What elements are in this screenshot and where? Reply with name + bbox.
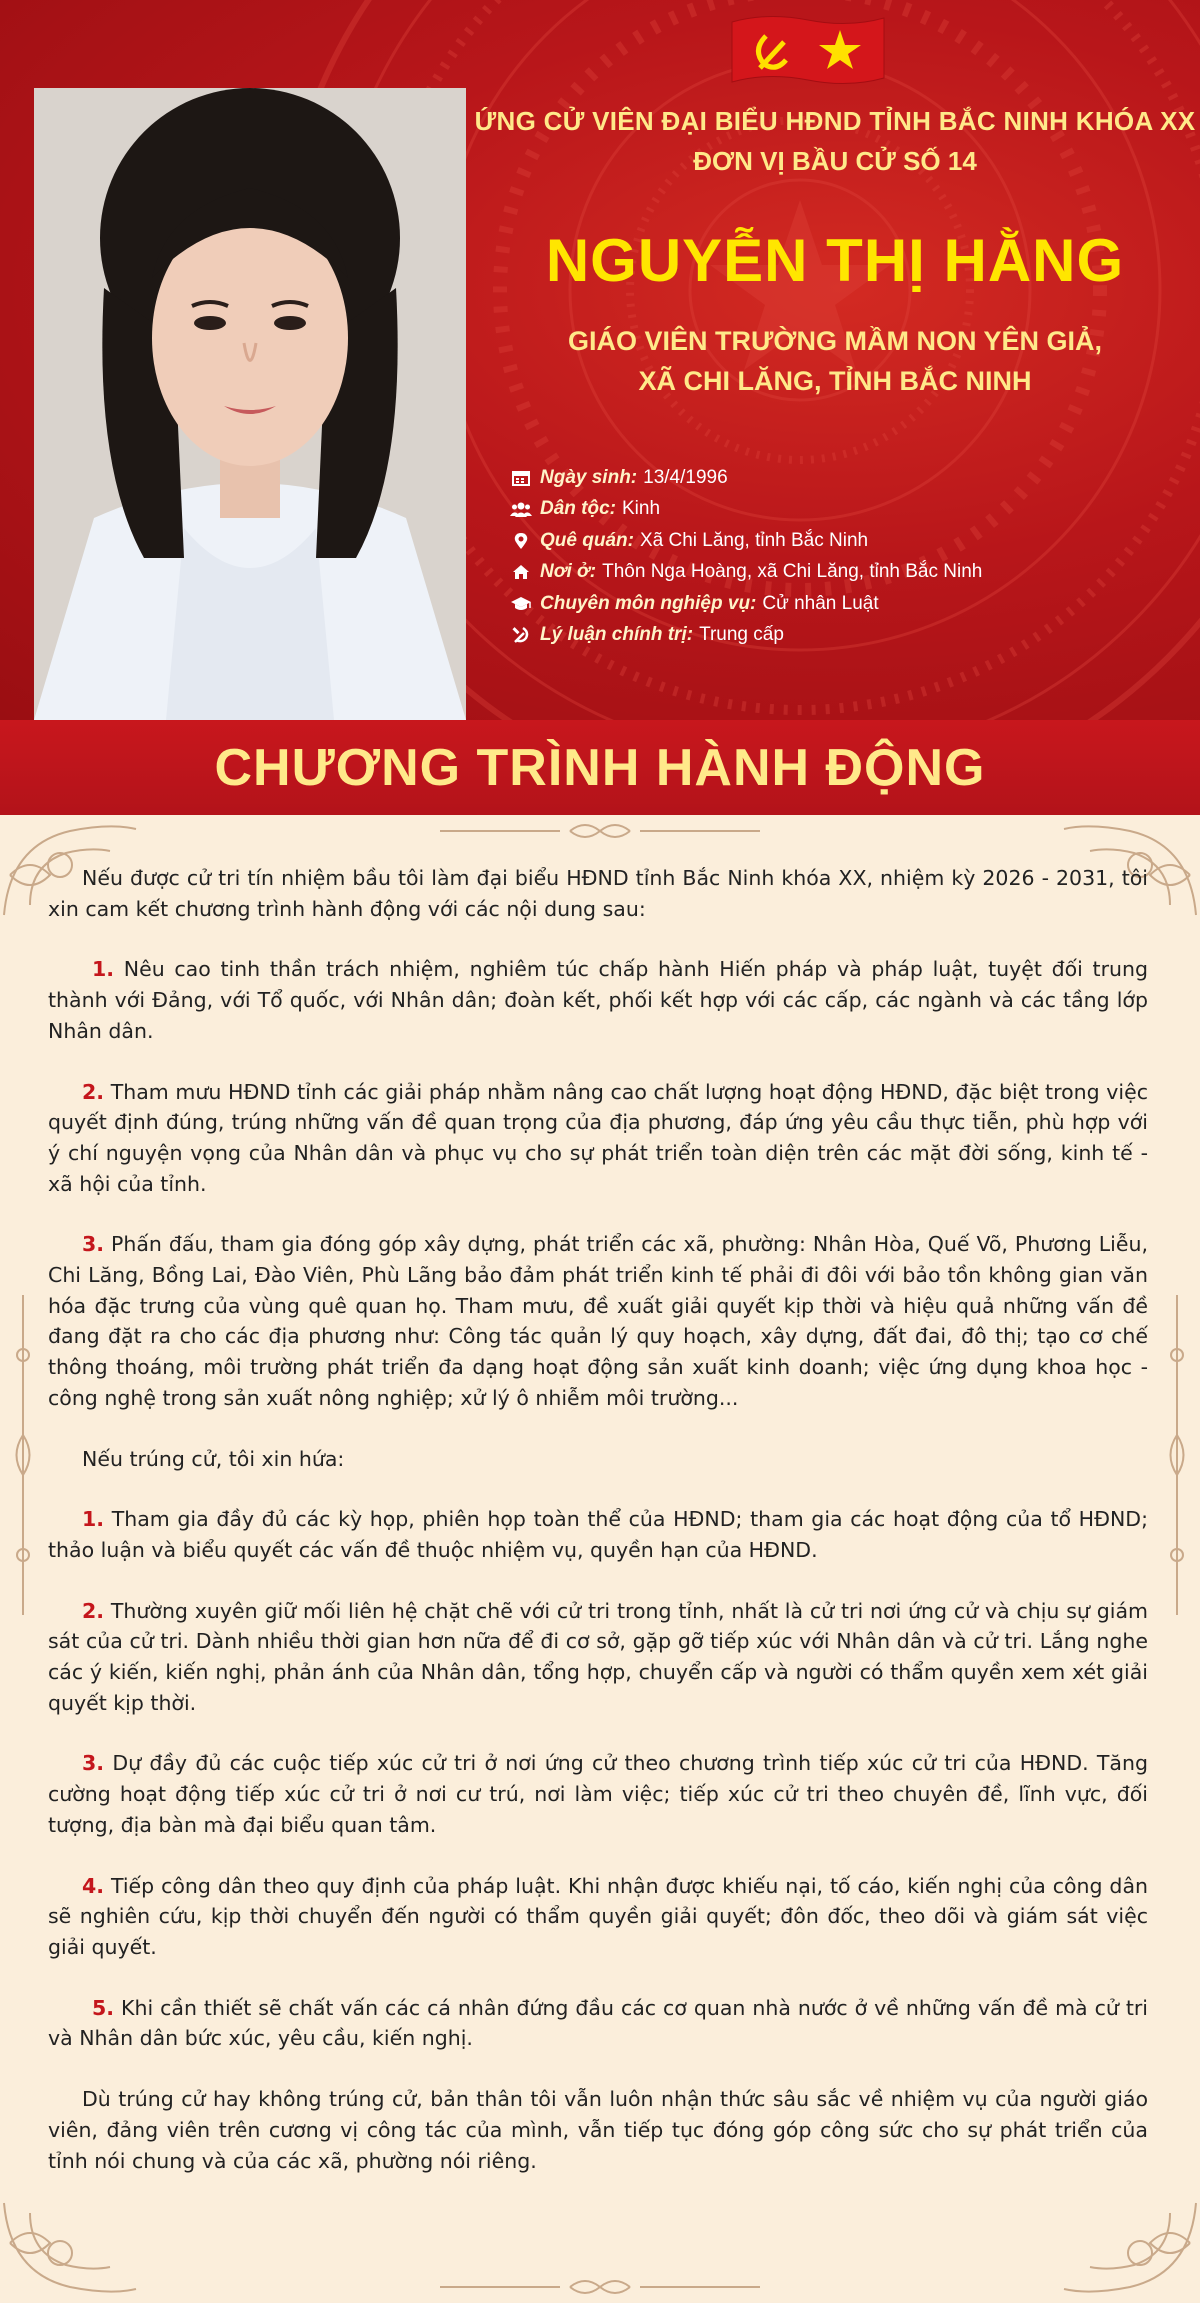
people-icon [510, 500, 532, 518]
top-divider-ornament-icon [440, 819, 760, 849]
candidate-header [0, 0, 1200, 720]
commitment-item: 2. Tham mưu HĐND tỉnh các giải pháp nhằm nâng cao chất lượng hoạt động HĐND, đặc biệt trong việc quyết định đúng, trúng những vấn đề quan trọng của địa phương, đáp ứng yêu cầu thực tiễn, phù hợp với ý chí nguyện vọng của Nhân dân và phục vụ cho sự phát triển toàn diện trên các mặt đời sống, kinh tế - xã hội của tỉnh. [48, 1079, 1148, 1196]
candidate-job-line1: GIÁO VIÊN TRƯỜNG MẦM NON YÊN GIẢ, [568, 326, 1102, 356]
promise-item: 2. Thường xuyên giữ mối liên hệ chặt chẽ với cử tri trong tỉnh, nhất là cử tri nơi ứng cử và chịu sự giám sát của cử tri. Dành nhiều thời gian hơn nữa để đi cơ sở, gặp gỡ tiếp xúc với Nhân dân và cử tri. Lắng nghe các ý kiến, kiến nghị, phản ánh của Nhân dân, tổng hợp, chuyển cấp và người có thẩm quyền xem xét giải quyết kịp thời. [48, 1598, 1148, 1715]
promise-intro: Nếu trúng cử, tôi xin hứa: [82, 1446, 345, 1471]
location-pin-icon [510, 532, 532, 550]
bottom-divider-ornament-icon [440, 2271, 760, 2301]
hammer-sickle-icon [510, 626, 532, 644]
action-program-title: CHƯƠNG TRÌNH HÀNH ĐỘNG [214, 738, 986, 797]
electoral-unit: ĐƠN VỊ BẦU CỬ SỐ 14 [693, 146, 977, 176]
promise-item: 5. Khi cần thiết sẽ chất vấn các cá nhân đứng đầu các cơ quan nhà nước ở về những vấn đề mà cử tri và Nhân dân bức xúc, yêu cầu, kiến nghị. [48, 1995, 1148, 2051]
candidate-info-list [510, 462, 1190, 651]
info-residence: Nơi ở: Thôn Nga Hoàng, xã Chi Lăng, tỉnh Bắc Ninh [510, 557, 1190, 589]
candidate-portrait [34, 88, 466, 720]
home-icon [510, 563, 532, 581]
party-flag-icon [728, 12, 888, 92]
calendar-icon [510, 469, 532, 487]
info-political-theory: Lý luận chính trị: Trung cấp [510, 620, 1190, 652]
action-program-content [0, 815, 1200, 2303]
corner-ornament-icon [0, 2193, 140, 2303]
promise-item: 3. Dự đầy đủ các cuộc tiếp xúc cử tri ở nơi ứng cử theo chương trình tiếp xúc cử tri của HĐND. Tăng cường hoạt động tiếp xúc cử tri ở nơi cư trú, nơi làm việc; tiếp xúc cử tri theo chuyên đề, lĩnh vực, đối tượng, địa bàn mà đại biểu quan tâm. [48, 1751, 1148, 1837]
program-intro: Nếu được cử tri tín nhiệm bầu tôi làm đại biểu HĐND tỉnh Bắc Ninh khóa XX, nhiệm kỳ 2026 - 2031, tôi xin cam kết chương trình hành động với các nội dung sau: [48, 866, 1148, 921]
corner-ornament-icon [1060, 2193, 1200, 2303]
left-side-ornament-icon [10, 1295, 36, 1615]
graduation-cap-icon [510, 595, 532, 613]
program-text [48, 863, 1148, 2206]
info-hometown: Quê quán: Xã Chi Lăng, tỉnh Bắc Ninh [510, 525, 1190, 557]
right-side-ornament-icon [1164, 1295, 1190, 1615]
closing-paragraph: Dù trúng cử hay không trúng cử, bản thân tôi vẫn luôn nhận thức sâu sắc về nhiệm vụ của người giáo viên, đảng viên trên cương vị công tác của mình, vẫn tiếp tục đóng góp công sức cho sự phát triển của tỉnh nói chung và của các xã, phường nói riêng. [48, 2087, 1148, 2173]
candidate-title-line1: ỨNG CỬ VIÊN ĐẠI BIỂU HĐND TỈNH BẮC NINH KHÓA XX [474, 106, 1196, 136]
info-ethnicity: Dân tộc: Kinh [510, 494, 1190, 526]
candidate-name: NGUYỄN THỊ HẰNG [545, 227, 1125, 294]
promise-item: 4. Tiếp công dân theo quy định của pháp luật. Khi nhận được khiếu nại, tố cáo, kiến nghị của công dân sẽ nghiên cứu, kịp thời chuyển đến người có thẩm quyền giải quyết; đôn đốc, theo dõi và giám sát việc giải quyết. [48, 1873, 1148, 1959]
info-birth-date: Ngày sinh: 13/4/1996 [510, 462, 1190, 494]
commitment-item: 3. Phấn đấu, tham gia đóng góp xây dựng, phát triển các xã, phường: Nhân Hòa, Quế Võ, Phương Liễu, Chi Lăng, Bồng Lai, Đào Viên, Phù Lãng bảo đảm phát triển kinh tế phải đi đôi với bảo tồn không gian văn hóa đặc trưng của vùng quê quan họ. Tham mưu, đề xuất giải quyết kịp thời và hiệu quả những vấn đề đang đặt ra cho các địa phương như: Công tác quản lý quy hoạch, xây dựng, đất đai, đô thị; tạo cơ chế thông thoáng, môi trường phát triển đa dạng hoạt động sản xuất kinh doanh; việc ứng dụng khoa học - công nghệ trong sản xuất nông nghiệp; xử lý ô nhiễm môi trường... [48, 1232, 1148, 1410]
promise-item: 1. Tham gia đầy đủ các kỳ họp, phiên họp toàn thể của HĐND; tham gia các hoạt động của tổ HĐND; thảo luận và biểu quyết các vấn đề thuộc nhiệm vụ, quyền hạn của HĐND. [48, 1507, 1148, 1562]
candidate-job-line2: XÃ CHI LĂNG, TỈNH BẮC NINH [638, 366, 1032, 396]
commitment-item: 1. Nêu cao tinh thần trách nhiệm, nghiêm túc chấp hành Hiến pháp và pháp luật, tuyệt đối trung thành với Đảng, với Tổ quốc, với Nhân dân; đoàn kết, phối kết hợp với các cấp, các ngành và các tầng lớp Nhân dân. [48, 957, 1148, 1043]
action-program-banner [0, 720, 1200, 815]
info-qualification: Chuyên môn nghiệp vụ: Cử nhân Luật [510, 588, 1190, 620]
